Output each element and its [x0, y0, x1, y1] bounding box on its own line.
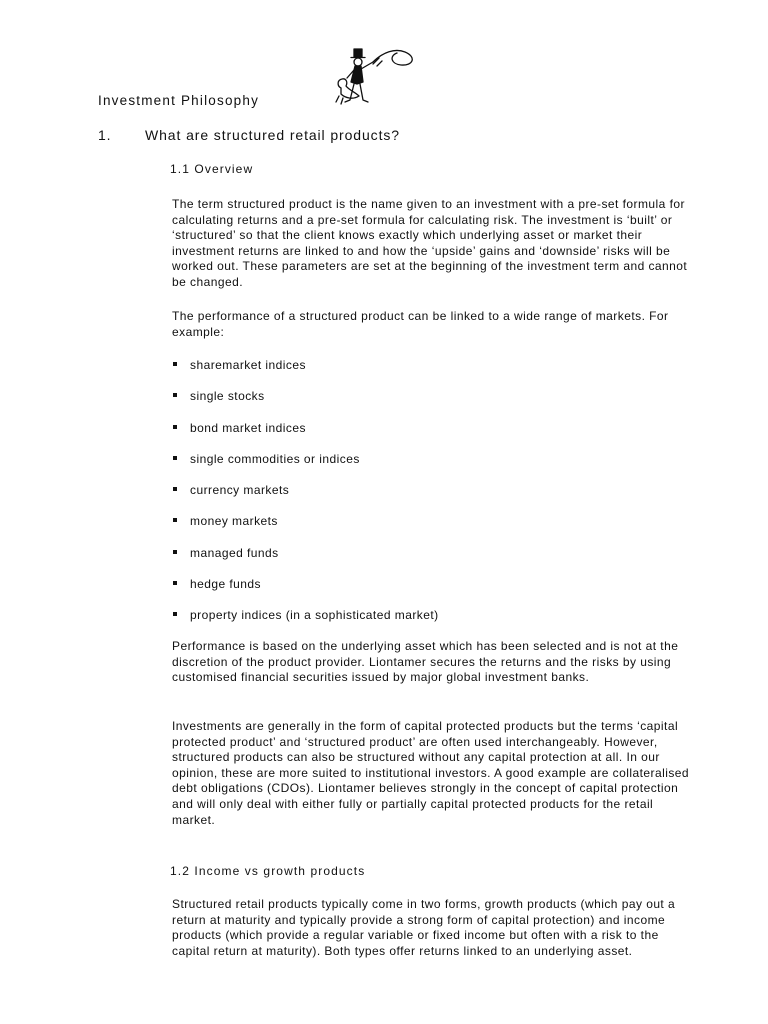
list-item: managed funds: [172, 545, 439, 576]
list-item: currency markets: [172, 482, 439, 513]
overview-paragraph-3: Performance is based on the underlying asset which has been selected and is not at the discretion of the product provider. Liontamer secures the returns and the risks by using customised financial securities issued by major global investment banks.: [172, 639, 679, 685]
document-heading: Investment Philosophy: [98, 93, 260, 108]
income-growth-heading: 1.2 Income vs growth products: [170, 864, 366, 878]
bullet-square-icon: [173, 393, 177, 397]
bullet-square-icon: [173, 487, 177, 491]
section-title: [98, 127, 400, 143]
overview-heading: 1.1 Overview: [170, 162, 254, 176]
income-growth-paragraph-1: Structured retail products typically come in two forms, growth products (which pay out a return at maturity and typically provide a strong form of capital protection) and income products (which provide a regular variable or fixed income but often with a risk to the capital return at maturity). Both types offer returns linked to an underlying asset.: [172, 897, 676, 958]
overview-paragraph-2: The performance of a structured product can be linked to a wide range of markets. For example:: [172, 309, 669, 339]
bullet-square-icon: [173, 612, 177, 616]
bullet-square-icon: [173, 456, 177, 460]
bullet-square-icon: [173, 362, 177, 366]
section-number: 1.: [98, 127, 112, 143]
list-item: sharemarket indices: [172, 357, 439, 388]
list-item: bond market indices: [172, 420, 439, 451]
markets-list: [172, 357, 439, 639]
overview-paragraph-1: The term structured product is the name given to an investment with a pre-set formula for calculating returns and a pre-set formula for calculating risk. The investment is ‘built’ or ‘structured’ so that the client knows exactly which underlying asset or market their investment returns are linked to and how the ‘upside’ gains and ‘downside’ risks will be worked out. These parameters are set at the beginning of the investment term and cannot be changed.: [172, 197, 688, 289]
list-item: single stocks: [172, 388, 439, 419]
list-item: property indices (in a sophisticated market): [172, 607, 439, 638]
list-item: hedge funds: [172, 576, 439, 607]
bullet-square-icon: [173, 518, 177, 522]
bullet-square-icon: [173, 581, 177, 585]
list-item: money markets: [172, 513, 439, 544]
liontamer-logo-icon: [333, 44, 423, 110]
overview-paragraph-4: Investments are generally in the form of capital protected products but the terms ‘capital protected product’ and ‘structured product’ are often used interchangeably. However, structured products can also be structured without any capital protection at all. In our opinion, these are more suited to institutional investors. A good example are collateralised debt obligations (CDOs). Liontamer believes strongly in the concept of capital protection and will only deal with either fully or partially capital protected products for the retail market.: [172, 719, 690, 827]
bullet-square-icon: [173, 425, 177, 429]
list-item: single commodities or indices: [172, 451, 439, 482]
section-title-text: What are structured retail products?: [145, 127, 400, 143]
bullet-square-icon: [173, 550, 177, 554]
